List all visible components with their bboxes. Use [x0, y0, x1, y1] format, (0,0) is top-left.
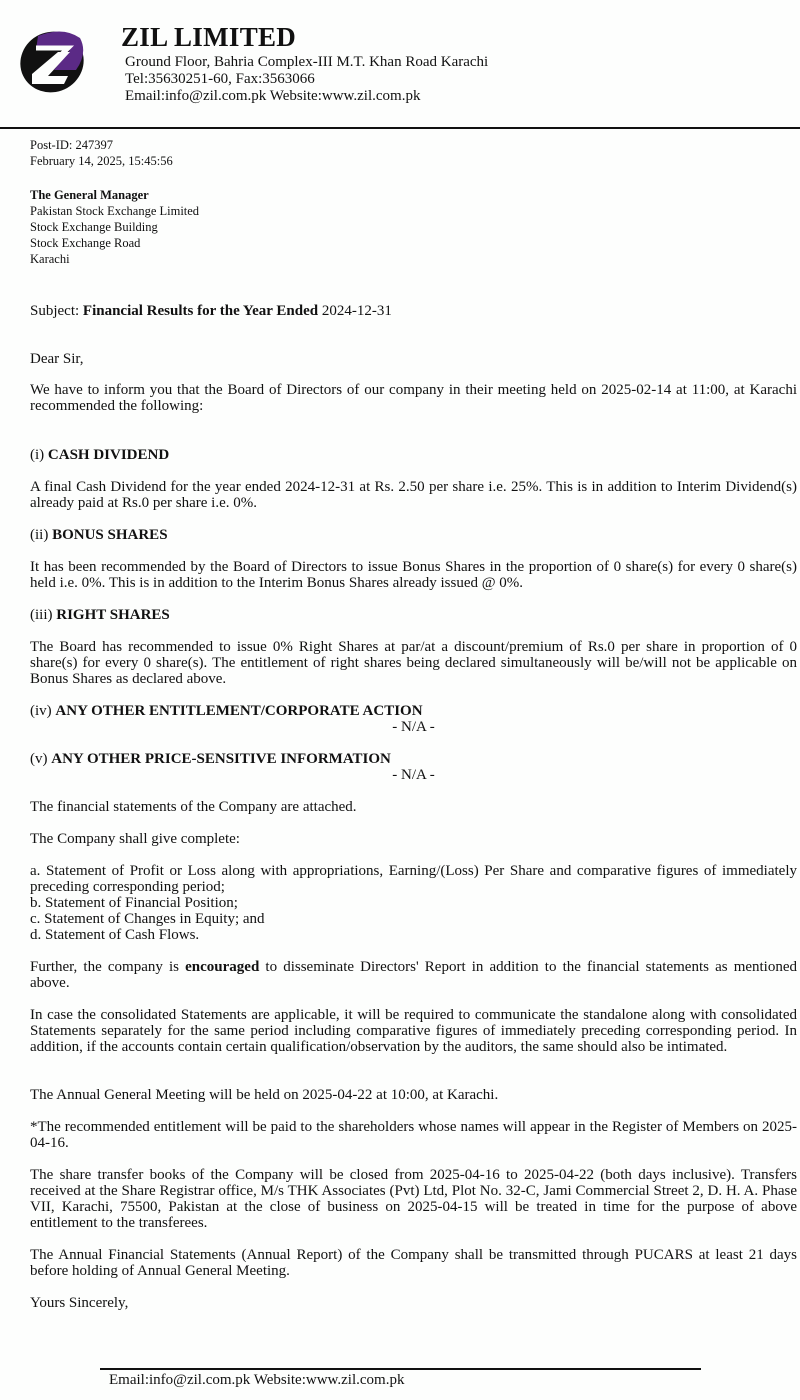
closing: Yours Sincerely, [30, 1295, 129, 1311]
intro-paragraph: We have to inform you that the Board of Directors of our company in their meeting held on 2025-02-14 at 11:00, at Karachi recommended the following: [30, 382, 797, 414]
section-title: CASH DIVIDEND [47, 447, 170, 463]
list-item: d. Statement of Cash Flows. [30, 927, 200, 943]
agm-paragraph: The Annual General Meeting will be held on 2025-04-22 at 10:00, at Karachi. [30, 1087, 499, 1103]
list-item: c. Statement of Changes in Equity; and [30, 911, 265, 927]
list-item: a. Statement of Profit or Loss along with appropriations, Earning/(Loss) Per Share and comparative figures of immediately preceding corresponding period; [30, 863, 797, 895]
other-entitlement-heading [30, 703, 797, 719]
salutation: Dear Sir, [30, 351, 84, 367]
post-id: Post-ID: 247397 [30, 138, 113, 152]
section-title: RIGHT SHARES [56, 607, 170, 623]
right-shares-text: The Board has recommended to issue 0% Right Shares at par/at a discount/premium of Rs.0 per share in proportion of 0 share(s) for every 0 share(s). The entitlement of right shares being declared simultaneously will be/will not be applicable on Bonus Shares as declared above. [30, 639, 797, 687]
cash-dividend-heading [30, 447, 797, 463]
text: to disseminate Directors' Report in addition to the financial statements as mentioned above. [30, 959, 798, 991]
right-shares-heading [30, 607, 797, 623]
recipient-title: The General Manager [30, 188, 149, 202]
footer-divider [100, 1368, 701, 1370]
section-number: (iv) [30, 703, 52, 719]
section-number: (ii) [30, 527, 49, 543]
company-contact: Email:info@zil.com.pk Website:www.zil.com.pk [125, 88, 421, 104]
list-item: b. Statement of Financial Position; [30, 895, 238, 911]
company-address: Ground Floor, Bahria Complex-III M.T. Khan Road Karachi [125, 54, 489, 70]
section-title: ANY OTHER ENTITLEMENT/CORPORATE ACTION [55, 703, 423, 719]
consolidated-paragraph: In case the consolidated Statements are applicable, it will be required to communicate the standalone along with consolidated Statements separately for the same period including comparative figures of immediately preceding corresponding period. In addition, if the accounts contain certain qualification/observation by the auditors, the same should also be intimated. [30, 1007, 797, 1055]
section-title: ANY OTHER PRICE-SENSITIVE INFORMATION [51, 751, 391, 767]
emphasis: encouraged [185, 959, 260, 975]
subject-line [30, 303, 797, 319]
entitlement-paragraph: *The recommended entitlement will be paid to the shareholders whose names will appear in the Register of Members on 2025-04-16. [30, 1119, 797, 1151]
recipient-line: Stock Exchange Building [30, 220, 158, 234]
text: Further, the company is [30, 959, 179, 975]
footer-contact: Email:info@zil.com.pk Website:www.zil.com.pk [109, 1372, 405, 1388]
complete-intro: The Company shall give complete: [30, 831, 240, 847]
company-phone: Tel:35630251-60, Fax:3563066 [125, 71, 315, 87]
section-title: BONUS SHARES [52, 527, 168, 543]
section-number: (iii) [30, 607, 53, 623]
recipient-line: Pakistan Stock Exchange Limited [30, 204, 200, 218]
subject-label: Subject: [30, 303, 80, 319]
bonus-shares-heading [30, 527, 797, 543]
header-divider [0, 127, 800, 129]
other-entitlement-text: - N/A - [392, 719, 435, 735]
company-name: ZIL LIMITED [121, 22, 297, 52]
subject-date: 2024-12-31 [321, 303, 392, 319]
price-sensitive-text: - N/A - [392, 767, 435, 783]
cash-dividend-text: A final Cash Dividend for the year ended 2024-12-31 at Rs. 2.50 per share i.e. 25%. This is in addition to Interim Dividend(s) already paid at Rs.0 per share i.e. 0%. [30, 479, 797, 511]
subject-text: Financial Results for the Year Ended [82, 303, 319, 319]
post-datetime: February 14, 2025, 15:45:56 [30, 154, 173, 168]
price-sensitive-heading [30, 751, 797, 767]
further-paragraph [30, 959, 797, 991]
company-logo [18, 28, 86, 96]
section-number: (v) [30, 751, 48, 767]
bonus-shares-text: It has been recommended by the Board of Directors to issue Bonus Shares in the proportion of 0 share(s) for every 0 share(s) held i.e. 0%. This is in addition to the Interim Bonus Shares already issued @ 0%. [30, 559, 797, 591]
statements-list [30, 863, 797, 943]
statements-attached: The financial statements of the Company are attached. [30, 799, 357, 815]
section-number: (i) [30, 447, 45, 463]
transfer-paragraph: The share transfer books of the Company will be closed from 2025-04-16 to 2025-04-22 (both days inclusive). Transfers received at the Share Registrar office, M/s THK Associates (Pvt) Ltd, Plot No. 32-C, Jami Commercial Street 2, D. H. A. Phase VII, Karachi, 75500, Pakistan at the close of business on 2025-04-15 will be treated in time for the purpose of above entitlement to the transferees. [30, 1167, 797, 1231]
recipient-line: Karachi [30, 252, 70, 266]
recipient-line: Stock Exchange Road [30, 236, 141, 250]
annual-report-paragraph: The Annual Financial Statements (Annual Report) of the Company shall be transmitted through PUCARS at least 21 days before holding of Annual General Meeting. [30, 1247, 797, 1279]
